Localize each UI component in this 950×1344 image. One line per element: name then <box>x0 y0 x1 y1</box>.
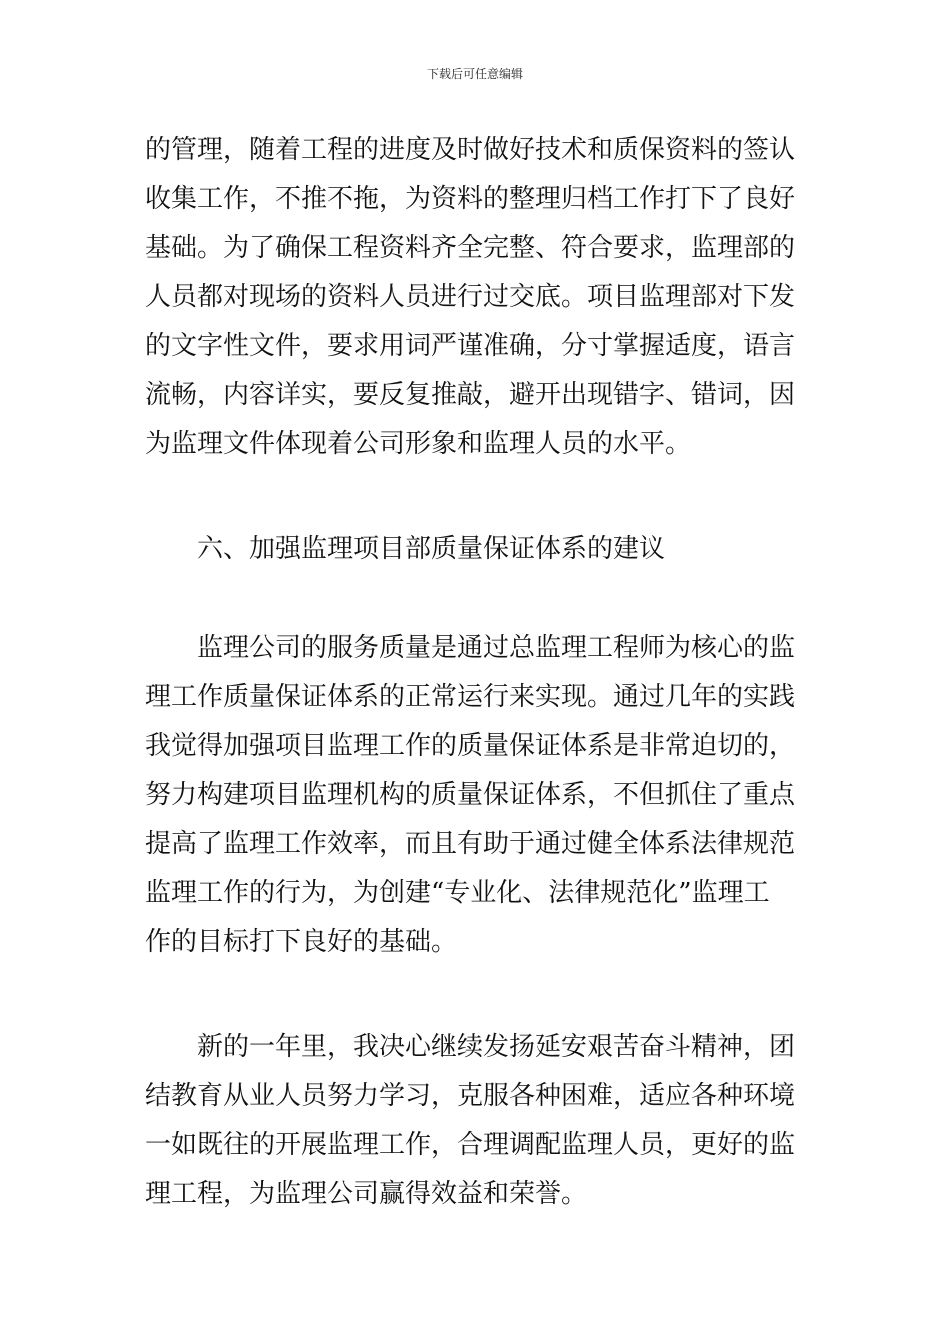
text-line: 作的目标打下良好的基础。 <box>145 927 458 957</box>
text-line: 我觉得加强项目监理工作的质量保证体系是非常迫切的， <box>145 731 796 761</box>
paragraph-management-continuation <box>145 126 810 469</box>
text-line: 的文字性文件，要求用词严谨准确，分寸掌握适度，语言 <box>145 331 796 361</box>
page-header: 下载后可任意编辑 <box>426 67 523 81</box>
text-line: 一如既往的开展监理工作，合理调配监理人员，更好的监 <box>145 1130 796 1160</box>
section-heading <box>145 525 810 574</box>
text-line: 的管理，随着工程的进度及时做好技术和质保资料的签认 <box>145 135 796 165</box>
text-line: 为监理文件体现着公司形象和监理人员的水平。 <box>145 429 692 459</box>
paragraph-quality-assurance <box>145 624 810 967</box>
text-line: 提高了监理工作效率，而且有助于通过健全体系法律规范 <box>145 829 796 859</box>
text-line: 努力构建项目监理机构的质量保证体系，不但抓住了重点 <box>145 780 796 810</box>
text-line: 人员都对现场的资料人员进行过交底。项目监理部对下发 <box>145 282 796 312</box>
text-line: 监理公司的服务质量是通过总监理工程师为核心的监 <box>197 633 796 663</box>
text-line: 结教育从业人员努力学习，克服各种困难，适应各种环境 <box>145 1081 796 1111</box>
text-line: 理工作质量保证体系的正常运行来实现。通过几年的实践 <box>145 682 796 712</box>
text-line: 新的一年里，我决心继续发扬延安艰苦奋斗精神，团 <box>197 1032 796 1062</box>
text-line: 收集工作，不推不拖，为资料的整理归档工作打下了良好 <box>145 184 796 214</box>
heading-line: 六、加强监理项目部质量保证体系的建议 <box>197 534 666 564</box>
text-line: 理工程，为监理公司赢得效益和荣誉。 <box>145 1179 588 1209</box>
paragraph-new-year <box>145 1023 810 1219</box>
text-line: 流畅，内容详实，要反复推敲，避开出现错字、错词，因 <box>145 380 796 410</box>
text-line: 监理工作的行为，为创建“专业化、法律规范化”监理工 <box>145 878 770 908</box>
text-line: 基础。为了确保工程资料齐全完整、符合要求，监理部的 <box>145 233 796 263</box>
